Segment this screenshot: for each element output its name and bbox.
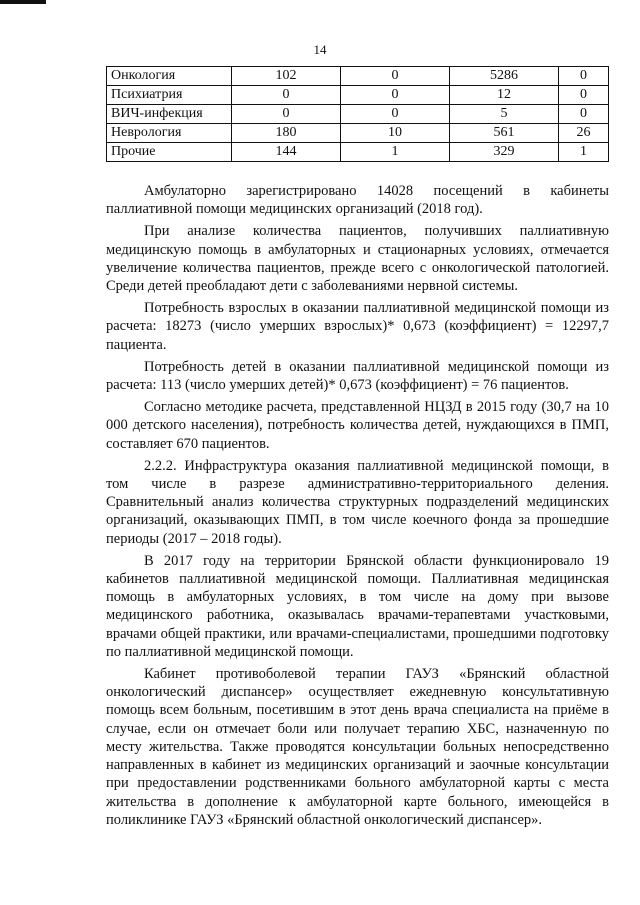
table-cell: 0 <box>341 105 450 124</box>
table-cell: 26 <box>559 124 609 143</box>
table-cell: 0 <box>232 86 341 105</box>
table-cell: 144 <box>232 143 341 162</box>
paragraph-pain-therapy-cabinet: Кабинет противоболевой терапии ГАУЗ «Брянский областной онкологический диспансер» осуществляет ежедневную консультативную помощь всем больным, посетившим в этот день врача специалиста на приёме в случае, если он отмечает боли или получает терапию ХБС, назначенную по месту жительства. Также проводятся консультации больных непосредственно направленных в кабинет из медицинских организаций и заочные консультации при предоставлении родственниками больного амбулаторной карты с места жительства в дополнение к амбулаторной карте больного, имеющейся в поликлинике ГАУЗ «Брянский областной онкологический диспансер». <box>106 666 609 828</box>
table-cell: 12 <box>450 86 559 105</box>
table-cell: 1 <box>559 143 609 162</box>
statistics-table <box>106 66 609 162</box>
paragraph-nczd-method: Согласно методике расчета, представленной НЦЗД в 2015 году (30,7 на 10 000 детского населения), потребность количества детей, нуждающихся в ПМП, составляет 670 пациентов. <box>106 399 609 452</box>
paragraph-children-need: Потребность детей в оказании паллиативной медицинской помощи из расчета: 113 (число умерших детей)* 0,673 (коэффициент) = 76 пациентов. <box>106 358 609 394</box>
table-cell: 561 <box>450 124 559 143</box>
table-cell: 10 <box>341 124 450 143</box>
paragraph-section-2-2-2: 2.2.2. Инфраструктура оказания паллиативной медицинской помощи, в том числе в разрезе административно-территориального деления. Сравнительный анализ количества структурных подразделений медицинских организаций, оказывающих ПМП, в том числе коечного фонда за прошедшие периоды (2017 – 2018 годы). <box>106 457 609 547</box>
table-cell: 0 <box>559 86 609 105</box>
table-cell: 180 <box>232 124 341 143</box>
document-body <box>106 182 609 829</box>
table-row <box>107 86 609 105</box>
page-number: 14 <box>313 42 327 57</box>
table-cell-name: Онкология <box>107 67 232 86</box>
table-cell: 5286 <box>450 67 559 86</box>
table-cell: 0 <box>341 67 450 86</box>
table-row <box>107 105 609 124</box>
table-cell: 5 <box>450 105 559 124</box>
paragraph-ambulatory-visits: Амбулаторно зарегистрировано 14028 посещений в кабинеты паллиативной помощи медицинских организаций (2018 год). <box>106 183 609 218</box>
table-cell: 0 <box>232 105 341 124</box>
table-cell: 0 <box>559 105 609 124</box>
table-cell: 0 <box>559 67 609 86</box>
table-row <box>107 67 609 86</box>
table-cell-name: ВИЧ-инфекция <box>107 105 232 124</box>
table-row <box>107 143 609 162</box>
table-cell: 0 <box>341 86 450 105</box>
paragraph-2017-cabinets: В 2017 году на территории Брянской области функционировало 19 кабинетов паллиативной медицинской помощи. Паллиативная медицинская помощь в амбулаторных условиях, в том числе на дому при вызове медицинского работника, оказывалась врачами-терапевтами участковыми, врачами общей практики, или врачами-специалистами, прошедшими подготовку по паллиативной медицинской помощи. <box>106 552 609 660</box>
paragraph-adult-need: Потребность взрослых в оказании паллиативной медицинской помощи из расчета: 18273 (число умерших взрослых)* 0,673 (коэффициент) = 12297,7 пациента. <box>106 300 609 353</box>
table-row <box>107 124 609 143</box>
table-cell-name: Прочие <box>107 143 232 162</box>
table-cell: 102 <box>232 67 341 86</box>
table-cell-name: Психиатрия <box>107 86 232 105</box>
table-cell-name: Неврология <box>107 124 232 143</box>
table-cell: 1 <box>341 143 450 162</box>
corner-mark <box>0 0 46 4</box>
table-cell: 329 <box>450 143 559 162</box>
paragraph-patient-analysis: При анализе количества пациентов, получивших паллиативную медицинскую помощь в амбулаторных и стационарных условиях, отмечается увеличение количества пациентов, прежде всего с онкологической патологией. Среди детей преобладают дети с заболеваниями нервной системы. <box>106 223 609 295</box>
